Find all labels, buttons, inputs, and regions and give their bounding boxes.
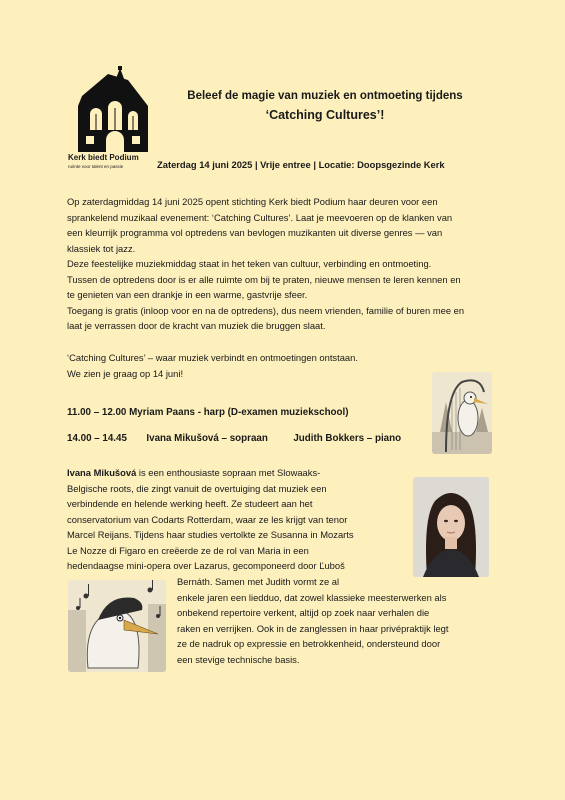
bio-line: onbekend repertoire verkent, altijd op zoek naar verhalen die xyxy=(177,607,430,618)
program-slot-2-artist-2: Judith Bokkers – piano xyxy=(293,433,402,444)
bio-line: een stevige technische basis. xyxy=(177,653,300,665)
bio-line: Marcel Reijans. Tijdens haar studies vertolkte ze Susanna in Mozarts xyxy=(67,529,354,540)
bio-paragraph xyxy=(67,465,354,574)
bio-line: hedendaagse mini-opera over Lazarus, gecomponeerd door Ľuboš xyxy=(67,560,345,571)
bio-line: ze de nadruk op expressie en betrokkenheid, ondersteund door xyxy=(177,638,441,649)
bird-music-notes-illustration xyxy=(68,580,166,672)
bio-line: conservatorium van Codarts Rotterdam, waar ze les krijgt van tenor xyxy=(67,513,348,525)
closing-line: We zien je graag op 14 juni! xyxy=(67,367,184,379)
intro-line: Deze feestelijke muziekmiddag staat in het teken van cultuur, verbinding en ontmoeting. xyxy=(67,258,432,269)
bio-line: Belgische roots, die zingt vanuit de overtuiging dat muziek een xyxy=(67,482,327,494)
bio-line: verbindende en helende werking heeft. Ze studeert aan het xyxy=(67,498,313,509)
bio-line: enkele jaren een liedduo, dat zowel klassieke meesterwerken als xyxy=(177,591,447,603)
intro-line: Toegang is gratis (inloop voor en na de optredens), dus neem vrienden, familie of buren mee en xyxy=(67,304,465,316)
intro-line: een kleurrijk programma vol optredens van bevlogen muzikanten uit diverse genres — van xyxy=(67,227,443,238)
intro-line: klassiek tot jazz. xyxy=(67,242,136,254)
logo-tagline: ruimte voor talent en passie xyxy=(68,164,124,169)
bio-paragraph-continued xyxy=(177,574,449,667)
bio-name: Ivana Mikušová xyxy=(67,467,137,478)
event-dateline: Zaterdag 14 juni 2025 | Vrije entree | Locatie: Doopsgezinde Kerk xyxy=(157,159,445,170)
bio-line xyxy=(67,465,354,481)
closing-line: ‘Catching Cultures’ – waar muziek verbindt en ontmoetingen ontstaan. xyxy=(67,352,358,363)
bio-line-text: is een enthousiaste sopraan met Slowaaks- xyxy=(136,467,321,478)
intro-line: Op zaterdagmiddag 14 juni 2025 opent stichting Kerk biedt Podium haar deuren voor een xyxy=(67,196,438,207)
intro-line: laat je verrassen door de kracht van muziek die bruggen slaat. xyxy=(67,320,326,331)
intro-line: sprankelend muzikaal evenement: ‘Catching Cultures’. Laat je meevoeren op de klanken van xyxy=(67,211,453,223)
program-slot-1: 11.00 – 12.00 Myriam Paans - harp (D-examen muziekschool) xyxy=(67,407,349,418)
program-slot-2 xyxy=(67,433,401,444)
headline xyxy=(160,87,490,125)
program-slot-2-artist-1: Ivana Mikušová – sopraan xyxy=(146,433,268,444)
intro-line: te genieten van een drankje in een warme, gastvrije sfeer. xyxy=(67,289,308,300)
intro-line: Tussen de optredens door is er alle ruimte om bij te praten, nieuwe mensen te leren kennen en xyxy=(67,273,461,285)
program-slot-2-time: 14.00 – 14.45 xyxy=(67,433,127,444)
bio-line: raken en verrijken. Ook in de zanglessen in haar privépraktijk legt xyxy=(177,622,449,634)
intro-paragraph xyxy=(67,194,507,334)
headline-line-2: ‘Catching Cultures’! xyxy=(265,108,385,122)
bio-line: Bernáth. Samen met Judith vormt ze al xyxy=(177,576,340,587)
bio-line: Le Nozze di Figaro en creëerde ze de rol van Maria in een xyxy=(67,544,309,556)
harp-bird-illustration xyxy=(432,372,492,454)
soprano-portrait-photo xyxy=(413,477,489,577)
logo-name: Kerk biedt Podium xyxy=(68,153,139,162)
headline-line-1: Beleef de magie van muziek en ontmoeting tijdens xyxy=(187,90,463,102)
